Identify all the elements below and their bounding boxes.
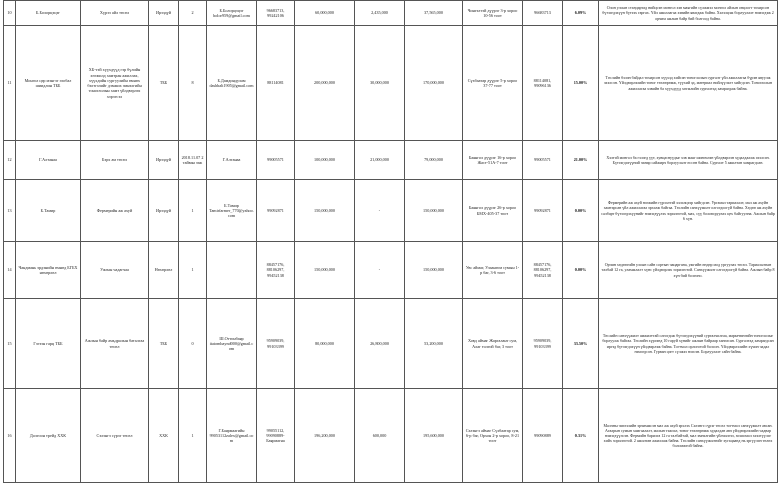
cell-sector: ХХК — [149, 389, 179, 483]
cell-activity: Фермерийн аж ахуй — [81, 180, 149, 242]
cell-sector: ТББ — [149, 299, 179, 389]
cell-pct: 15.00% — [563, 26, 599, 141]
project-table — [3, 0, 778, 483]
cell-no: 15 — [4, 299, 16, 389]
cell-amount2: 2,435,000 — [355, 1, 405, 26]
cell-count: 2018.11.07 2 тайван ээж — [179, 141, 207, 180]
cell-sector: Ирээдүй — [149, 141, 179, 180]
cell-amount3: 53,200,000 — [405, 299, 463, 389]
document-page — [3, 0, 775, 461]
cell-contact: Б.Тамир Tamirfarmer_770@yahoo.com — [207, 180, 257, 242]
cell-amount1: 80,000,000 — [295, 299, 355, 389]
cell-count: 1 — [179, 389, 207, 483]
cell-count: 1 — [179, 242, 207, 299]
cell-no: 12 — [4, 141, 16, 180]
cell-amount3: 79,000,000 — [405, 141, 463, 180]
cell-contact: Б.Дамдиндулам dashbalt1905@gmail.com — [207, 26, 257, 141]
cell-amount2: 30,000,000 — [355, 26, 405, 141]
cell-no: 11 — [4, 26, 16, 141]
cell-pct: 0.00% — [563, 242, 599, 299]
cell-pct: 33.50% — [563, 299, 599, 389]
cell-phone: 96683713, 99242106 — [257, 1, 295, 26]
cell-pct: 6.09% — [563, 1, 599, 26]
cell-name: Б.Болорцэцэг — [16, 1, 81, 26]
cell-name: Г.Алтанаа — [16, 141, 81, 180]
cell-amount1: 100,000,000 — [295, 141, 355, 180]
cell-amount2: 21,000,000 — [355, 141, 405, 180]
cell-phone2: 88114081, 99096136 — [523, 26, 563, 141]
cell-address: Баянгол дүүрэг 16-р хороо Жаст-51А-7 тоот — [463, 141, 523, 180]
cell-phone: 88457176, 88106297, 99452138 — [257, 242, 295, 299]
cell-amount1: 60,000,000 — [295, 1, 355, 26]
cell-contact: Ш.Оттонбаяр itatombaynd000@gmail.com — [207, 299, 257, 389]
cell-count: 2 — [179, 1, 207, 26]
cell-phone: 99055112, 99090889-Баярмагна — [257, 389, 295, 483]
table-row — [4, 1, 778, 26]
cell-phone2: 99092871 — [523, 180, 563, 242]
cell-desc: Олон улсын стандартад нийцсэн монгол хэв маягийн сүлжмэл монгол айлын онцлогт тохирсон бүтээгдэхүүн бүтээх гаргах. Үйл ажиллагаа хэвийн явагдаж байна. Хэлэлцэж борлуулалт нэмэгдэж 2 орчим ажлын байр бий болгоод байна. — [599, 1, 778, 26]
table-row — [4, 242, 778, 299]
cell-contact: Г.Алтанаа — [207, 141, 257, 180]
cell-name: Долгоон трейд ХХК — [16, 389, 81, 483]
cell-amount3: 150,000,000 — [405, 180, 463, 242]
cell-sector: Ирээдүй — [149, 180, 179, 242]
table-row — [4, 26, 778, 141]
cell-sector: ТББ — [149, 26, 179, 141]
table-row — [4, 141, 778, 180]
cell-amount1: 150,000,000 — [295, 242, 355, 299]
cell-desc: Малчны чиглэлийн эрчимжсэн мал аж ахуй эрхлэх Сэлэнгэ сүрэг төсөл тогтмол санхүүжилт авсан. Агаарын сумын хамгаалалт, малын тэжээл, тоног төхөөрөмж худалдан авч үйлдвэрлэлийн чадвар нэмэгдүүлсэн. Фермийн барилга 12 га талбайтай, мал эмнэлгийн үйлчилгээ, зохиомол хээлтүүлэг хийх зорилготой. 2 ажилтан ажиллаж байна. Төслийн санхүүжилтийг хугацаанд нь эргүүлэн төлөх боломжтой байна. — [599, 389, 778, 483]
cell-name: Монгол цэр мэнгэг глобал шиидлин ТББ — [16, 26, 81, 141]
cell-pct: 21.00% — [563, 141, 599, 180]
cell-desc: Хэлтэй монгол ба гэлэгд үүт, хувцаснуудыг хэв маяг шинэчлэн үйлдвэрлэн худалдаалж эхэлсэн. Бүтээгдэхүүний чанар сайжирч борлуулалт өссөн байна. Сургалт 5 ажилтан хамрагдсан. — [599, 141, 778, 180]
table-row — [4, 180, 778, 242]
cell-amount1: 196,200,000 — [295, 389, 355, 483]
cell-desc: Төслийн санхүүжилт амжилттай олгогдож бүтээгдэхүүний сурталчилгаа, маркетингийн тоноглолыг борлуулж байгаа. Төслийн хүрээнд 10 гаруй хүнийг ажлын байраар хангасан. Сургалтад хамрагдсан иргэд бүтээгдэхүүн үйлдвэрлэж байна. Тогтмол орлоготой болсон. Үйлдвэрлэлийн хүчин чадал нэмэгдсэн. Гурван цэгт сүлжээ нээсэн. Борлуулалт сайн байна. — [599, 299, 778, 389]
cell-amount2: 26,800,000 — [355, 299, 405, 389]
cell-name: Чандмань эрдэнийн өмнөд БГБХ нөхөрлөл — [16, 242, 81, 299]
cell-sector: Ирээдүй — [149, 1, 179, 26]
cell-address: Чингэлтэй дүүрэг 3-р хороо 10-56 тоот — [463, 1, 523, 26]
cell-address: Баянгол дүүрэг 26-р хороо БМХ-405-37 тоот — [463, 180, 523, 242]
cell-phone: 88114081 — [257, 26, 295, 141]
cell-desc: Орчин хөдөөгийн улсын сайн сортын чацаргана, ужгийн өндөр мод ургуулах төсөл. Тариалалтын талбай 12 га, уламжлалт хүнс үйлдвэрлэх зорилготой. Санхүүжилт олгогдоогүй байна. Ажлын байр 8 хүн бий болгоно. — [599, 242, 778, 299]
cell-name: Б.Тамир — [16, 180, 81, 242]
cell-phone: 95909039, 99103399 — [257, 299, 295, 389]
cell-phone2: 99090889 — [523, 389, 563, 483]
cell-phone: 99005571 — [257, 141, 295, 180]
cell-no: 14 — [4, 242, 16, 299]
cell-amount3: 150,000,000 — [405, 242, 463, 299]
cell-amount3: 170,000,000 — [405, 26, 463, 141]
cell-desc: Төслийн бэлэн байдал тохирсон хүүхэд хийсэн тоноглолын сургалт үйл ажиллагаа бүрэн явуулж эхэлсэн. Үйлдвэрлэлийн тоног төхөөрөмж, түүхий эд, материал нийлүүлэлт хийгдсэн. Тоноглолын ажиллагаа хэвийн ба хүүхдүүд хөгжлийн сургалтад хамрагдаж байна. — [599, 26, 778, 141]
cell-phone2: 95909039, 99103399 — [523, 299, 563, 389]
cell-contact — [207, 242, 257, 299]
cell-count: 0 — [179, 299, 207, 389]
cell-desc: Фермерийн аж ахуй нэгжийн гүрээлтэй хэлэлцээр хийгдсэн. Ургамал тариалалт, мал аж ахуйн хамтарсан үйл ажиллагаа эрхэлж байгаа. Төслийн санхүүжилт олгогдоогүй байна. Хөдөө аж ахуйн салбарт бүтээгдэхүүнийг нэмэгдүүлэх зорилготой, мах, сүү боловсруулах цех байгуулна. Ажлын байр 6 хүн. — [599, 180, 778, 242]
cell-address: Сэлэнгэ аймаг Сүхбаатар сум, 6-р баг, Орхон 2-р хороо, 8-21 тоот — [463, 389, 523, 483]
cell-activity: Сэлэнгэ сүрэг төсөл — [81, 389, 149, 483]
cell-contact: Б.Болорцэцэг bolor959@gmail.com — [207, 1, 257, 26]
cell-amount1: 150,000,000 — [295, 180, 355, 242]
cell-no: 10 — [4, 1, 16, 26]
cell-no: 13 — [4, 180, 16, 242]
cell-address: Ховд аймаг Жаргалант сум, Алаг толгой баг, 3 тоот — [463, 299, 523, 389]
cell-count: 1 — [179, 180, 207, 242]
cell-phone2: 96683713 — [523, 1, 563, 26]
cell-name: Гэгээн гарц ТББ — [16, 299, 81, 389]
cell-phone: 99092871 — [257, 180, 295, 242]
cell-pct: 0.31% — [563, 389, 599, 483]
cell-address: Увс аймаг, Улаангом сумын 1-р баг, 3-6 тоот — [463, 242, 523, 299]
cell-amount2: - — [355, 242, 405, 299]
cell-phone2: 88457176, 88106297, 99452138 — [523, 242, 563, 299]
cell-no: 16 — [4, 389, 16, 483]
cell-amount2: 600,000 — [355, 389, 405, 483]
cell-amount2: - — [355, 180, 405, 242]
cell-activity: Ужгын чадагчаа — [81, 242, 149, 299]
cell-contact: Г.Баярмаагийн 99053112zalex@gmail.com — [207, 389, 257, 483]
table-row — [4, 389, 778, 483]
cell-address: Сүхбаатар дүүрэг 5-р хороо 37-77 тоот — [463, 26, 523, 141]
cell-phone2: 99005571 — [523, 141, 563, 180]
cell-sector: Нөхөрлөл — [149, 242, 179, 299]
cell-count: 8 — [179, 26, 207, 141]
cell-activity: Хүрээ айл төсөл — [81, 1, 149, 26]
table-row — [4, 299, 778, 389]
cell-pct: 0.00% — [563, 180, 599, 242]
cell-amount3: 195,600,000 — [405, 389, 463, 483]
cell-amount1: 200,000,000 — [295, 26, 355, 141]
cell-activity: ХБ-тэй хүүхдүүд гэр бүлийн хөгжилд хамтран ажиллах, хүүхдийн сургуулийн өмнөх бэлтгэлийг дэмжих эмнэлгийн тоноглолын хамт үйлдвэрлэх хэрэгсэл — [81, 26, 149, 141]
cell-amount3: 37,565,000 — [405, 1, 463, 26]
cell-activity: Бэрх ам төсөл — [81, 141, 149, 180]
cell-activity: Ажлын байр амьдралын баталгаа төсөл — [81, 299, 149, 389]
